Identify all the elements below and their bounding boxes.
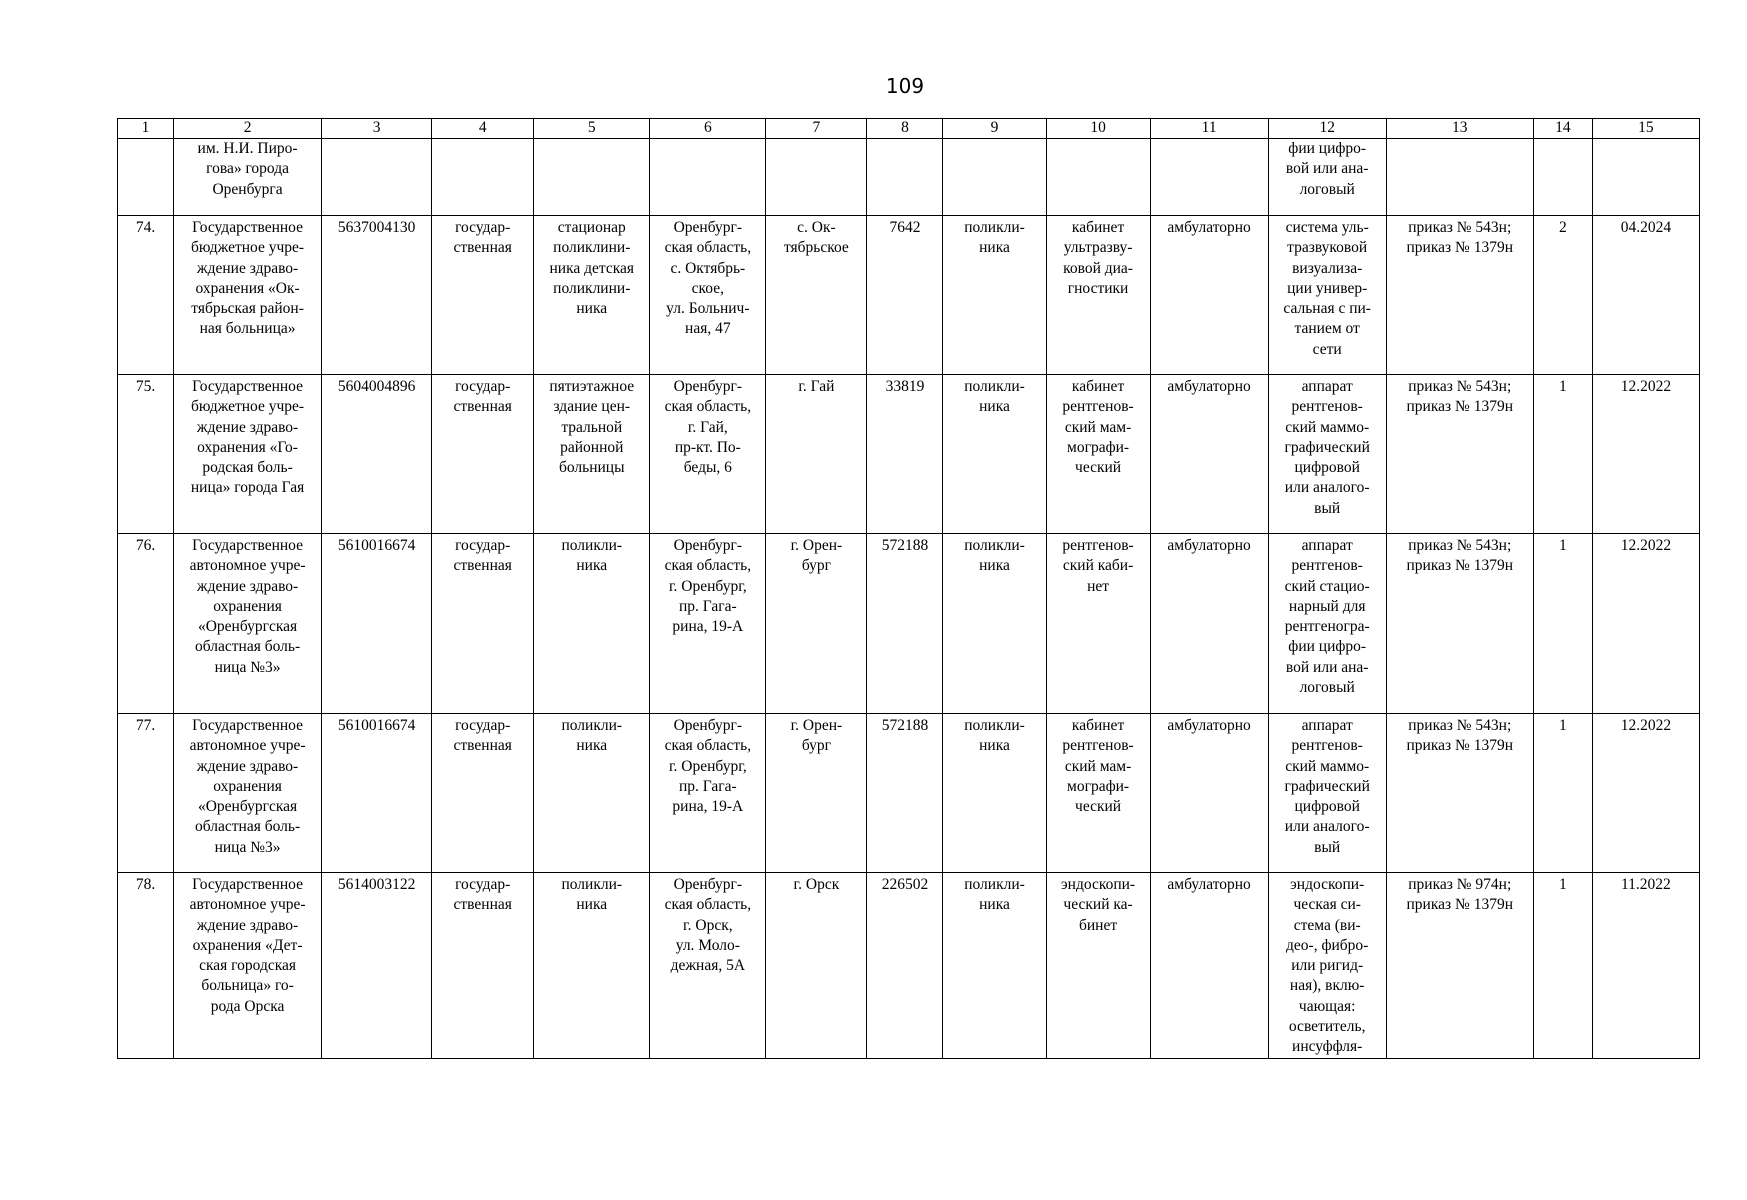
order-cell: приказ № 543н; приказ № 1379н: [1386, 375, 1533, 534]
table-cell: [766, 139, 867, 216]
address-cell: Оренбург- ская область, г. Орск, ул. Моло- дежная, 5А: [650, 873, 766, 1059]
column-header: 15: [1592, 119, 1699, 139]
building-cell: поликли- ника: [534, 714, 650, 873]
ownership-cell: государ- ственная: [432, 216, 534, 375]
column-header: 9: [943, 119, 1046, 139]
building-cell: стационар поликлини- ника детская поликлини- ника: [534, 216, 650, 375]
unit-type-cell: поликли- ника: [943, 216, 1046, 375]
equipment-cell: система уль- тразвуковой визуализа- ции универ- сальная с пи- танием от сети: [1268, 216, 1386, 375]
quantity-cell: 1: [1533, 714, 1592, 873]
date-cell: 12.2022: [1592, 534, 1699, 714]
table-row: [118, 216, 1700, 375]
column-header: 13: [1386, 119, 1533, 139]
column-header: 1: [118, 119, 174, 139]
table-cell: [943, 139, 1046, 216]
column-header: 12: [1268, 119, 1386, 139]
table-row: [118, 375, 1700, 534]
building-cell: поликли- ника: [534, 534, 650, 714]
table-row: [118, 873, 1700, 1059]
table-cell: [867, 139, 943, 216]
column-header: 6: [650, 119, 766, 139]
cabinet-cell: кабинет ультразву- ковой диа- гностики: [1046, 216, 1150, 375]
ownership-cell: государ- ственная: [432, 534, 534, 714]
header-row: [118, 119, 1700, 139]
table-row: [118, 534, 1700, 714]
table-cell: [322, 139, 432, 216]
order-cell: приказ № 974н; приказ № 1379н: [1386, 873, 1533, 1059]
building-cell: пятиэтажное здание цен- тральной районной больницы: [534, 375, 650, 534]
building-cell: поликли- ника: [534, 873, 650, 1059]
table-cell: [1533, 139, 1592, 216]
population-cell: 572188: [867, 714, 943, 873]
page-number: 109: [885, 74, 925, 98]
address-cell: Оренбург- ская область, г. Оренбург, пр. Гага- рина, 19-А: [650, 714, 766, 873]
table-cell: [650, 139, 766, 216]
cabinet-cell: кабинет рентгенов- ский мам- мографи- ческий: [1046, 714, 1150, 873]
population-cell: 7642: [867, 216, 943, 375]
column-header: 8: [867, 119, 943, 139]
equipment-cell: аппарат рентгенов- ский маммо- графический цифровой или аналого- вый: [1268, 375, 1386, 534]
settlement-cell: г. Орск: [766, 873, 867, 1059]
column-header: 7: [766, 119, 867, 139]
institution-name-cell: Государственное автономное учре- ждение здраво- охранения «Дет- ская городская больница» го- рода Орска: [174, 873, 322, 1059]
care-form-cell: амбулаторно: [1150, 714, 1268, 873]
unit-type-cell: поликли- ника: [943, 714, 1046, 873]
row-number-cell: 78.: [118, 873, 174, 1059]
settlement-cell: с. Ок- тябрьское: [766, 216, 867, 375]
date-cell: 12.2022: [1592, 714, 1699, 873]
inn-cell: 5610016674: [322, 534, 432, 714]
care-form-cell: амбулаторно: [1150, 534, 1268, 714]
population-cell: 33819: [867, 375, 943, 534]
address-cell: Оренбург- ская область, г. Гай, пр-кт. По- беды, 6: [650, 375, 766, 534]
population-cell: 226502: [867, 873, 943, 1059]
order-cell: приказ № 543н; приказ № 1379н: [1386, 216, 1533, 375]
table-cell: [1150, 139, 1268, 216]
row-number-cell: 77.: [118, 714, 174, 873]
quantity-cell: 1: [1533, 873, 1592, 1059]
table-cell: [1046, 139, 1150, 216]
table-cell: [1592, 139, 1699, 216]
unit-type-cell: поликли- ника: [943, 534, 1046, 714]
column-header: 2: [174, 119, 322, 139]
address-cell: Оренбург- ская область, с. Октябрь- ское, ул. Больнич- ная, 47: [650, 216, 766, 375]
care-form-cell: амбулаторно: [1150, 216, 1268, 375]
column-header: 4: [432, 119, 534, 139]
quantity-cell: 2: [1533, 216, 1592, 375]
ownership-cell: государ- ственная: [432, 714, 534, 873]
unit-type-cell: поликли- ника: [943, 873, 1046, 1059]
column-header: 14: [1533, 119, 1592, 139]
row-number-cell: 76.: [118, 534, 174, 714]
date-cell: 12.2022: [1592, 375, 1699, 534]
inn-cell: 5637004130: [322, 216, 432, 375]
table-row: [118, 714, 1700, 873]
date-cell: 04.2024: [1592, 216, 1699, 375]
population-cell: 572188: [867, 534, 943, 714]
inn-cell: 5604004896: [322, 375, 432, 534]
quantity-cell: 1: [1533, 375, 1592, 534]
row-number-cell: 74.: [118, 216, 174, 375]
ownership-cell: государ- ственная: [432, 375, 534, 534]
table-cell: [432, 139, 534, 216]
settlement-cell: г. Орен- бург: [766, 534, 867, 714]
column-header: 3: [322, 119, 432, 139]
unit-type-cell: поликли- ника: [943, 375, 1046, 534]
institution-name-cell: Государственное автономное учре- ждение здраво- охранения «Оренбургская областная боль- ница №3»: [174, 714, 322, 873]
table-cell: [534, 139, 650, 216]
continuation-row: [118, 139, 1700, 216]
medical-equipment-table: [117, 118, 1700, 1059]
inn-cell: 5610016674: [322, 714, 432, 873]
institution-name-cell: Государственное бюджетное учре- ждение здраво- охранения «Ок- тябрьская район- ная больница»: [174, 216, 322, 375]
equipment-cell: эндоскопи- ческая си- стема (ви- део-, фибро- или ригид- ная), вклю- чающая: осветитель, инсуффля-: [1268, 873, 1386, 1059]
order-cell: приказ № 543н; приказ № 1379н: [1386, 534, 1533, 714]
settlement-cell: г. Гай: [766, 375, 867, 534]
quantity-cell: 1: [1533, 534, 1592, 714]
cabinet-cell: эндоскопи- ческий ка- бинет: [1046, 873, 1150, 1059]
cabinet-cell: кабинет рентгенов- ский мам- мографи- ческий: [1046, 375, 1150, 534]
row-number-cell: 75.: [118, 375, 174, 534]
ownership-cell: государ- ственная: [432, 873, 534, 1059]
institution-name-cell: им. Н.И. Пиро- гова» города Оренбурга: [174, 139, 322, 216]
institution-name-cell: Государственное автономное учре- ждение здраво- охранения «Оренбургская областная боль- ница №3»: [174, 534, 322, 714]
order-cell: приказ № 543н; приказ № 1379н: [1386, 714, 1533, 873]
care-form-cell: амбулаторно: [1150, 873, 1268, 1059]
address-cell: Оренбург- ская область, г. Оренбург, пр. Гага- рина, 19-А: [650, 534, 766, 714]
table-cell: [118, 139, 174, 216]
inn-cell: 5614003122: [322, 873, 432, 1059]
cabinet-cell: рентгенов- ский каби- нет: [1046, 534, 1150, 714]
date-cell: 11.2022: [1592, 873, 1699, 1059]
table-body: [118, 119, 1700, 1059]
settlement-cell: г. Орен- бург: [766, 714, 867, 873]
column-header: 5: [534, 119, 650, 139]
care-form-cell: амбулаторно: [1150, 375, 1268, 534]
institution-name-cell: Государственное бюджетное учре- ждение здраво- охранения «Го- родская боль- ница» города Гая: [174, 375, 322, 534]
column-header: 11: [1150, 119, 1268, 139]
table-cell: [1386, 139, 1533, 216]
equipment-cell: аппарат рентгенов- ский маммо- графический цифровой или аналого- вый: [1268, 714, 1386, 873]
equipment-cell: фии цифро- вой или ана- логовый: [1268, 139, 1386, 216]
column-header: 10: [1046, 119, 1150, 139]
equipment-cell: аппарат рентгенов- ский стацио- нарный для рентгеногра- фии цифро- вой или ана- логовый: [1268, 534, 1386, 714]
